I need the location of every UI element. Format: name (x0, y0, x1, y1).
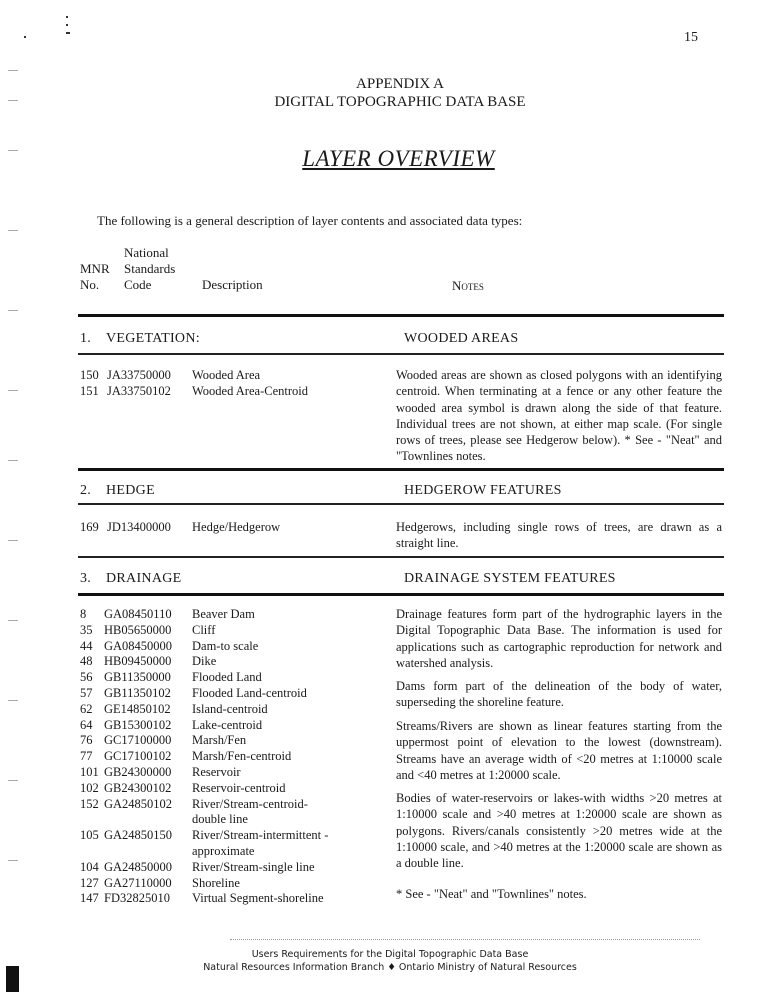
row-description: Flooded Land-centroid (192, 686, 307, 700)
appendix-label: APPENDIX A (356, 76, 444, 92)
row-code: GB15300102 (104, 717, 172, 732)
row-description: Beaver Dam (192, 607, 255, 621)
section-category: DRAINAGE SYSTEM FEATURES (404, 571, 616, 586)
footer-line-2 (8, 961, 772, 974)
divider (78, 503, 724, 505)
row-code: GB24300102 (104, 780, 172, 795)
appendix-heading (0, 75, 772, 111)
row-no: 8 (80, 607, 87, 621)
margin-tick (8, 620, 18, 621)
row-code: HB05650000 (104, 622, 172, 637)
row-code: GC17100000 (104, 733, 172, 748)
row-description: Reservoir-centroid (192, 780, 286, 795)
margin-tick (8, 230, 18, 231)
row-description: Flooded Land (192, 670, 262, 685)
row-description: Shoreline (192, 875, 240, 890)
row-description: Wooded Area-Centroid (192, 384, 308, 398)
row-description-continued: approximate (192, 844, 255, 858)
row-description: Marsh/Fen-centroid (192, 749, 292, 764)
row-no: 64 (80, 717, 93, 732)
row-no: 127 (80, 875, 99, 890)
divider (78, 314, 724, 317)
row-description: River/Stream-single line (192, 859, 315, 874)
row-description: Reservoir (192, 765, 241, 779)
footer (0, 948, 772, 974)
margin-tick (8, 460, 18, 461)
footer-ministry: Ontario Ministry of Natural Resources (398, 962, 577, 973)
section-number: 1. (80, 331, 92, 346)
speck (24, 36, 26, 38)
page-title: LAYER OVERVIEW (302, 146, 495, 171)
row-code: JA33750102 (107, 384, 171, 398)
section-name: VEGETATION: (106, 331, 200, 346)
footer-divider (230, 939, 700, 940)
section-number: 3. (80, 571, 92, 586)
row-no: 105 (80, 828, 99, 843)
column-header-standards: Standards (124, 261, 176, 276)
section-category: WOODED AREAS (404, 331, 519, 346)
section-notes: Drainage features form part of the hydrographic layers in the Digital Topographic Data Base. The information is used for applications such as cartographic reproduction for network and watershed analysis. (396, 607, 722, 670)
column-header-no: No. (80, 277, 100, 292)
row-no: 57 (80, 686, 93, 700)
row-no: 35 (80, 622, 93, 637)
margin-tick (8, 780, 18, 781)
row-code: GB11350102 (104, 686, 171, 700)
section-category: HEDGEROW FEATURES (404, 483, 562, 498)
row-description: Cliff (192, 622, 216, 637)
row-no: 102 (80, 780, 99, 795)
row-description: Dam-to scale (192, 638, 259, 653)
row-no: 104 (80, 859, 99, 874)
row-code: GC17100102 (104, 749, 172, 764)
row-code: JA33750000 (107, 368, 171, 382)
speck (66, 32, 70, 34)
column-header-mnr: MNR (80, 261, 110, 276)
intro-text: The following is a general description of layer contents and associated data types: (97, 213, 523, 228)
row-description: Island-centroid (192, 701, 268, 716)
row-description: Lake-centroid (192, 717, 263, 732)
row-code: GB24300000 (104, 765, 172, 779)
row-code: GA24850150 (104, 828, 173, 843)
section-notes-footnote: * See - "Neat" and "Townlines" notes. (396, 887, 587, 901)
page-number: 15 (684, 30, 698, 45)
margin-tick (8, 310, 18, 311)
row-description: Wooded Area (192, 368, 261, 382)
row-code: GB11350000 (104, 670, 171, 685)
section-notes: Dams form part of the delineation of the body of water, superseding the shoreline feature. (396, 679, 722, 710)
section-notes: Wooded areas are shown as closed polygons with an identifying centroid. When terminating at a fence or any other feature the wooded area symbol is drawn along the side of that feature. Individual trees are not shown, at either map scale. (For single rows of trees, please see Hedgerow below). * See - "Neat" and "Townlines notes. (396, 368, 722, 464)
row-description: Hedge/Hedgerow (192, 520, 281, 534)
row-no: 62 (80, 701, 93, 716)
section-notes: Streams/Rivers are shown as linear features starting from the uppermost point of elevation to the lowest (downstream). Streams have an average width of <20 metres at 1:10000 scale and <40 metres at 1:20000 scale. (396, 719, 722, 782)
margin-tick (8, 390, 18, 391)
row-no: 151 (80, 384, 99, 398)
row-no: 169 (80, 520, 99, 534)
row-no: 77 (80, 749, 93, 764)
margin-tick (8, 540, 18, 541)
row-description: Virtual Segment-shoreline (192, 891, 324, 906)
row-description: River/Stream-intermittent - (192, 828, 329, 843)
row-no: 150 (80, 368, 99, 382)
row-code: GE14850102 (104, 701, 171, 716)
divider (78, 593, 724, 596)
row-code: GA08450110 (104, 607, 172, 621)
column-header-national: National (124, 245, 169, 260)
section-number: 2. (80, 483, 92, 498)
row-no: 56 (80, 670, 93, 685)
footer-line-1: Users Requirements for the Digital Topographic Data Base (251, 949, 529, 960)
row-code: FD32825010 (104, 891, 170, 906)
row-no: 44 (80, 638, 93, 653)
row-no: 76 (80, 733, 93, 748)
row-code: HB09450000 (104, 654, 172, 669)
margin-tick (8, 700, 18, 701)
row-code: GA08450000 (104, 638, 173, 653)
row-code: GA27110000 (104, 875, 172, 890)
section-notes: Hedgerows, including single rows of trees, are drawn as a straight line. (396, 520, 722, 551)
column-header-notes: Notes (452, 278, 484, 293)
section-name: HEDGE (106, 483, 155, 498)
speck (66, 24, 68, 26)
margin-tick (8, 860, 18, 861)
speck (66, 16, 68, 18)
row-no: 152 (80, 796, 99, 811)
row-description: River/Stream-centroid- (192, 796, 308, 811)
row-no: 147 (80, 891, 99, 906)
margin-tick (8, 70, 18, 71)
row-description: Dike (192, 654, 217, 669)
column-header-code: Code (124, 277, 152, 292)
row-code: JD13400000 (107, 520, 171, 534)
footer-branch: Natural Resources Information Branch (203, 962, 385, 973)
appendix-subtitle: DIGITAL TOPOGRAPHIC DATA BASE (274, 94, 526, 110)
row-code: GA24850000 (104, 859, 173, 874)
section-name: DRAINAGE (106, 571, 182, 586)
divider (78, 468, 724, 471)
row-no: 101 (80, 765, 99, 779)
section-notes: Bodies of water-reservoirs or lakes-with widths >20 metres at 1:10000 scale and >40 metres at 1:20000 scale are shown as polygons. Rivers/canals consistently >20 metres wide at the 1:10000 scale, and >40 metres at the 1:20000 scale are shown as a double line. (396, 791, 722, 871)
column-header-description: Description (202, 277, 263, 292)
diamond-icon: ♦ (387, 962, 396, 973)
row-description-continued: double line (192, 812, 248, 827)
divider (78, 556, 724, 558)
row-code: GA24850102 (104, 796, 173, 811)
divider (78, 353, 724, 355)
row-no: 48 (80, 654, 93, 669)
row-description: Marsh/Fen (192, 733, 247, 748)
